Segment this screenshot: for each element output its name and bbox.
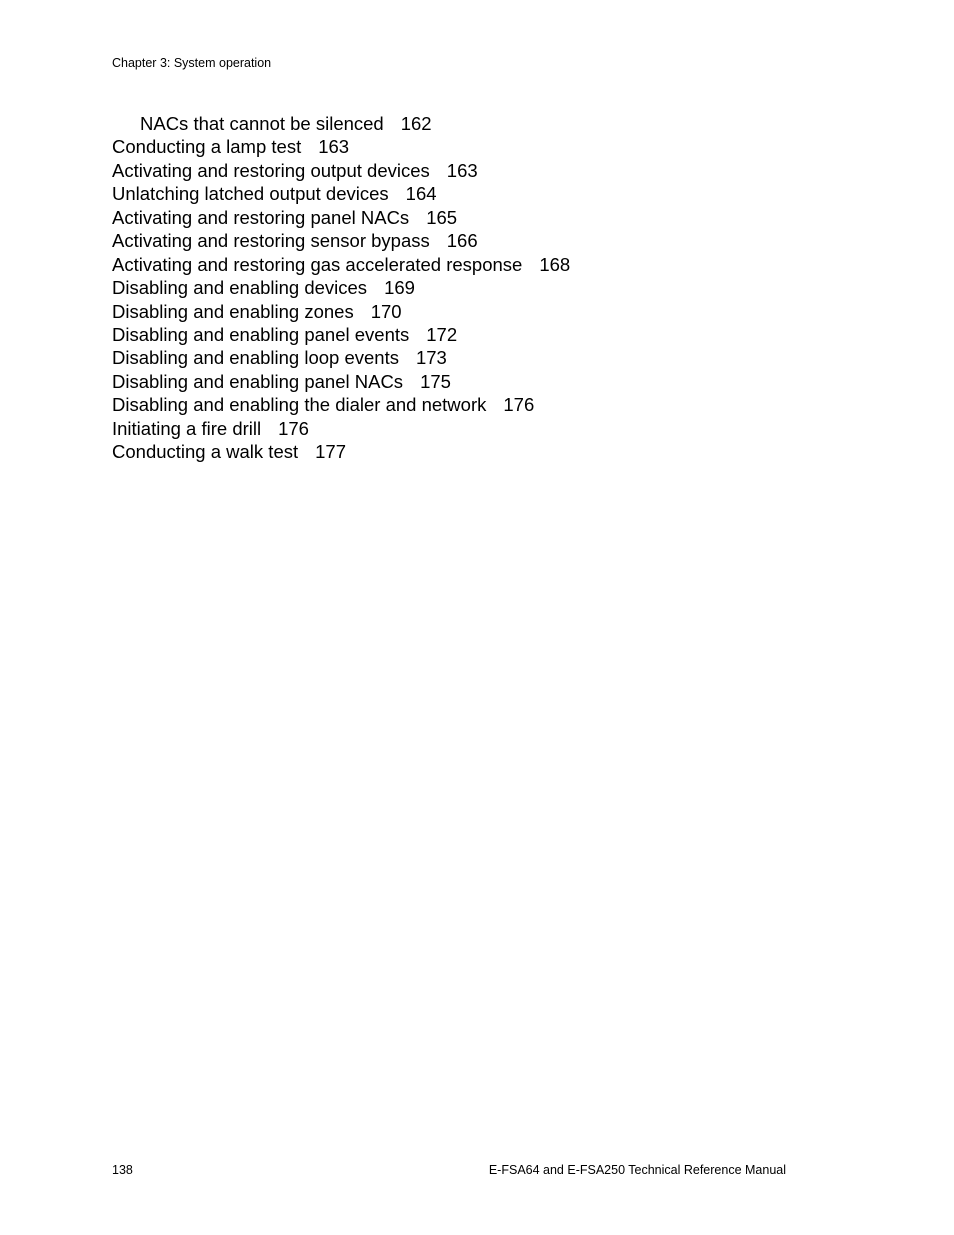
- toc-entry-title: Unlatching latched output devices: [112, 183, 389, 205]
- toc-entry[interactable]: [112, 206, 570, 229]
- toc-entry-title: Disabling and enabling devices: [112, 277, 368, 299]
- toc-entry-title: Disabling and enabling panel NACs: [112, 370, 404, 392]
- toc-entry[interactable]: [112, 393, 570, 416]
- toc-entry[interactable]: [112, 300, 570, 323]
- toc-entry-page: 175: [420, 370, 451, 392]
- page-number: 138: [112, 1163, 133, 1177]
- toc-entry[interactable]: [112, 323, 570, 346]
- toc-entry-page: 177: [315, 441, 347, 463]
- toc-entry-title: Conducting a walk test: [112, 441, 299, 463]
- toc-entry-page: 165: [426, 206, 458, 228]
- toc-entry[interactable]: [112, 253, 570, 276]
- toc-entry-title: Disabling and enabling panel events: [112, 323, 410, 345]
- manual-title: E-FSA64 and E-FSA250 Technical Reference Manual: [488, 1163, 786, 1177]
- toc-entry-page: 169: [384, 277, 415, 299]
- toc-entry-title: Activating and restoring output devices: [112, 159, 430, 181]
- toc-entry-page: 173: [415, 347, 447, 369]
- toc-entry-page: 168: [539, 253, 571, 275]
- toc-entry-page: 162: [400, 113, 432, 134]
- toc-entry-title: Activating and restoring gas accelerated response: [112, 253, 523, 275]
- toc-entry-page: 172: [426, 323, 458, 345]
- toc-entry[interactable]: [112, 159, 570, 182]
- toc-entry-title: Disabling and enabling loop events: [112, 347, 399, 369]
- toc-entry-title: NACs that cannot be silenced: [140, 113, 384, 134]
- toc-entry[interactable]: [112, 112, 570, 135]
- toc-entry-page: 164: [405, 183, 437, 205]
- toc-entry-page: 170: [370, 300, 402, 322]
- toc-entry[interactable]: [112, 440, 570, 463]
- table-of-contents: [112, 112, 570, 464]
- toc-entry[interactable]: [112, 417, 570, 440]
- toc-entry-title: Conducting a lamp test: [112, 136, 302, 158]
- toc-entry-page: 163: [318, 136, 350, 158]
- toc-entry-page: 176: [503, 394, 535, 416]
- toc-entry-title: Initiating a fire drill: [112, 417, 262, 439]
- toc-entry-title: Activating and restoring panel NACs: [112, 206, 410, 228]
- toc-entry[interactable]: [112, 370, 570, 393]
- running-header: [112, 55, 271, 71]
- toc-entry-page: 176: [278, 417, 309, 439]
- toc-entry[interactable]: [112, 135, 570, 158]
- toc-entry[interactable]: [112, 346, 570, 369]
- toc-entry-title: Disabling and enabling the dialer and network: [112, 394, 487, 416]
- toc-entry[interactable]: [112, 182, 570, 205]
- toc-entry[interactable]: [112, 229, 570, 252]
- toc-entry-page: 163: [446, 159, 478, 181]
- toc-entry-title: Disabling and enabling zones: [112, 300, 354, 322]
- toc-entry-title: Activating and restoring sensor bypass: [112, 230, 430, 252]
- toc-entry[interactable]: [112, 276, 570, 299]
- toc-entry-page: 166: [446, 230, 478, 252]
- chapter-title: Chapter 3: System operation: [112, 56, 272, 70]
